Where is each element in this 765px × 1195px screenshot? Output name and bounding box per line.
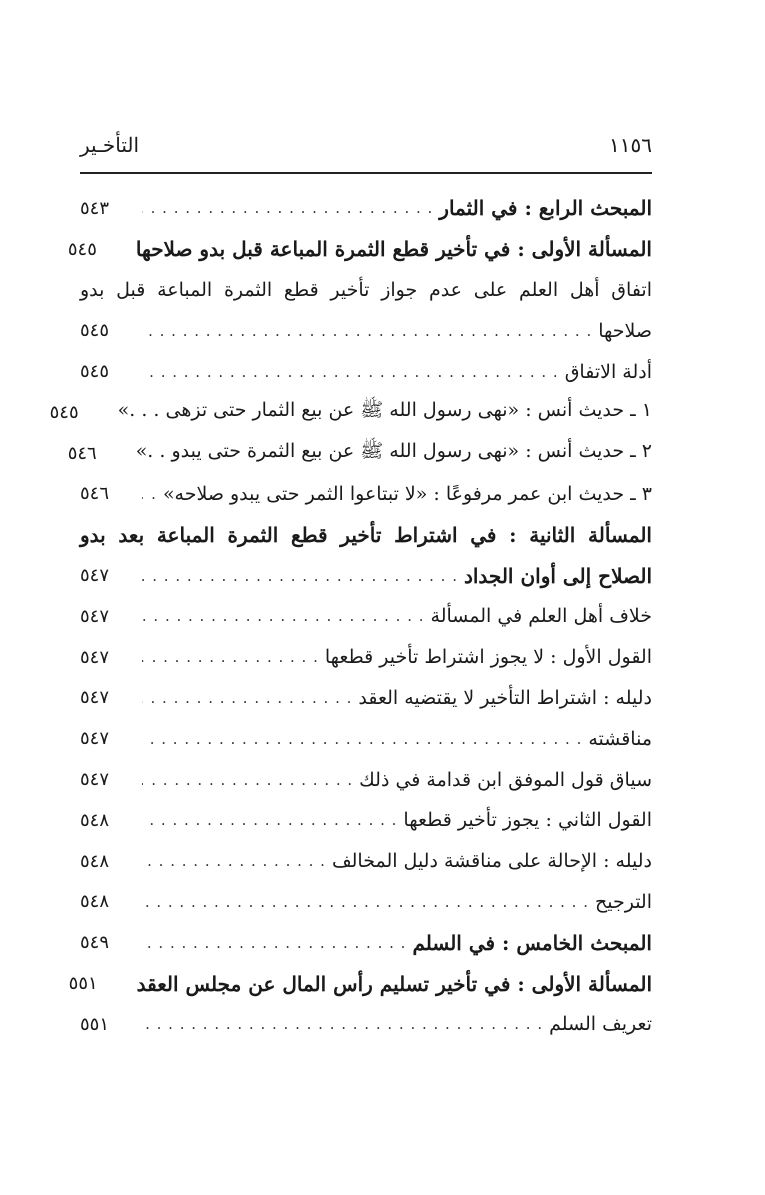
toc-entry-title: المبحث الرابع : في الثمار (439, 196, 652, 221)
toc-entry-title: سياق قول الموفق ابن قدامة في ذلك (359, 768, 652, 791)
toc-entry-title: ٢ ـ حديث أنس : «نهى رسول الله ﷺ عن بيع الثمرة حتى يبدو . .» (135, 440, 652, 463)
toc-entry-page: ٥٤٨ (80, 850, 110, 872)
running-title: التأخـير (80, 133, 140, 157)
toc-entry (80, 678, 652, 719)
toc-dot-leader (142, 934, 406, 952)
toc-entry (80, 596, 652, 637)
toc-dot-leader (142, 363, 559, 381)
toc-dot-leader (142, 567, 458, 585)
toc-entry (80, 759, 652, 800)
toc-entry-title: دليله : الإحالة على مناقشة دليل المخالف (331, 850, 652, 873)
toc-entry-title: صلاحها (598, 319, 652, 342)
toc-entry-title: مناقشته (588, 727, 652, 750)
toc-entry-page: ٥٤٦ (67, 442, 97, 464)
header-rule (80, 172, 652, 174)
page-number: ١١٥٦ (609, 133, 652, 157)
toc-entry-page: ٥٤٩ (80, 932, 110, 954)
toc-entry (80, 310, 652, 351)
toc-entry (68, 963, 652, 1004)
toc-entry-title: المسألة الأولى : في تأخير تسليم رأس المال عن مجلس العقد (136, 971, 652, 996)
toc-entry (80, 841, 652, 882)
toc-entry (80, 351, 652, 392)
toc-entry-title: أدلة الاتفاق (564, 360, 652, 383)
toc-entry-page: ٥٤٧ (80, 769, 110, 791)
toc-entry (80, 1004, 652, 1045)
toc-entry-title: القول الأول : لا يجوز اشتراط تأخير قطعها (324, 646, 652, 669)
toc-entry-title: دليله : اشتراط التأخير لا يقتضيه العقد (358, 686, 652, 709)
toc-dot-leader (142, 730, 582, 748)
toc-entry (80, 188, 652, 229)
table-of-contents (49, 188, 652, 1045)
toc-entry-title: المسألة الأولى : في تأخير قطع الثمرة المباعة قبل بدو صلاحها (135, 237, 652, 262)
toc-entry-page: ٥٤٨ (80, 891, 110, 913)
toc-dot-leader (142, 607, 425, 625)
toc-entry-page: ٥٤٧ (80, 728, 110, 750)
toc-dot-leader (142, 771, 353, 789)
toc-entry (80, 718, 652, 759)
toc-entry-page: ٥٤٦ (80, 483, 110, 505)
toc-entry (80, 637, 652, 678)
toc-entry-page: ٥٥١ (80, 1013, 110, 1035)
toc-entry (80, 800, 652, 841)
toc-entry-title: ١ ـ حديث أنس : «نهى رسول الله ﷺ عن بيع الثمار حتى تزهى . . .» (117, 399, 652, 422)
toc-entry-page: ٥٤٥ (49, 401, 79, 423)
page-header (80, 128, 652, 162)
toc-entry (49, 392, 652, 433)
toc-entry-title: تعريف السلم (549, 1013, 652, 1036)
toc-entry-title: المسألة الثانية : في اشتراط تأخير قطع الثمرة المباعة بعد بدو (80, 522, 652, 547)
toc-dot-leader (142, 322, 592, 340)
toc-entry-title: المبحث الخامس : في السلم (412, 930, 652, 955)
toc-entry-page: ٥٤٥ (80, 361, 110, 383)
toc-entry (67, 433, 652, 474)
toc-dot-leader (142, 648, 319, 666)
toc-entry-page: ٥٥١ (68, 973, 98, 995)
toc-entry-title: خلاف أهل العلم في المسألة (430, 605, 652, 628)
toc-entry-title: القول الثاني : يجوز تأخير قطعها (403, 809, 652, 832)
toc-dot-leader (142, 852, 326, 870)
toc-dot-leader (142, 1015, 543, 1033)
toc-entry (80, 474, 652, 515)
toc-entry-title: اتفاق أهل العلم على عدم جواز تأخير قطع الثمرة المباعة قبل بدو (80, 278, 652, 301)
toc-entry-title: ٣ ـ حديث ابن عمر مرفوعًا : «لا تبتاعوا الثمر حتى يبدو صلاحه» (162, 482, 652, 505)
toc-entry (80, 555, 652, 596)
toc-entry (67, 229, 652, 270)
toc-entry-title: الصلاح إلى أوان الجداد (463, 563, 652, 588)
toc-entry-page: ٥٤٧ (80, 687, 110, 709)
toc-entry (80, 882, 652, 923)
toc-dot-leader (142, 199, 433, 217)
toc-dot-leader (142, 485, 157, 503)
toc-entry-page: ٥٤٨ (80, 809, 110, 831)
toc-entry-page: ٥٤٧ (80, 605, 110, 627)
toc-entry (80, 922, 652, 963)
toc-entry-page: ٥٤٧ (80, 565, 110, 587)
toc-entry (80, 270, 652, 311)
toc-entry-page: ٥٤٧ (80, 646, 110, 668)
toc-entry-page: ٥٤٥ (80, 320, 110, 342)
toc-dot-leader (142, 893, 589, 911)
toc-dot-leader (142, 689, 352, 707)
toc-dot-leader (142, 811, 397, 829)
toc-entry-page: ٥٤٥ (67, 238, 97, 260)
toc-entry (80, 514, 652, 555)
toc-entry-page: ٥٤٣ (80, 197, 110, 219)
toc-entry-title: الترجيح (594, 890, 652, 913)
